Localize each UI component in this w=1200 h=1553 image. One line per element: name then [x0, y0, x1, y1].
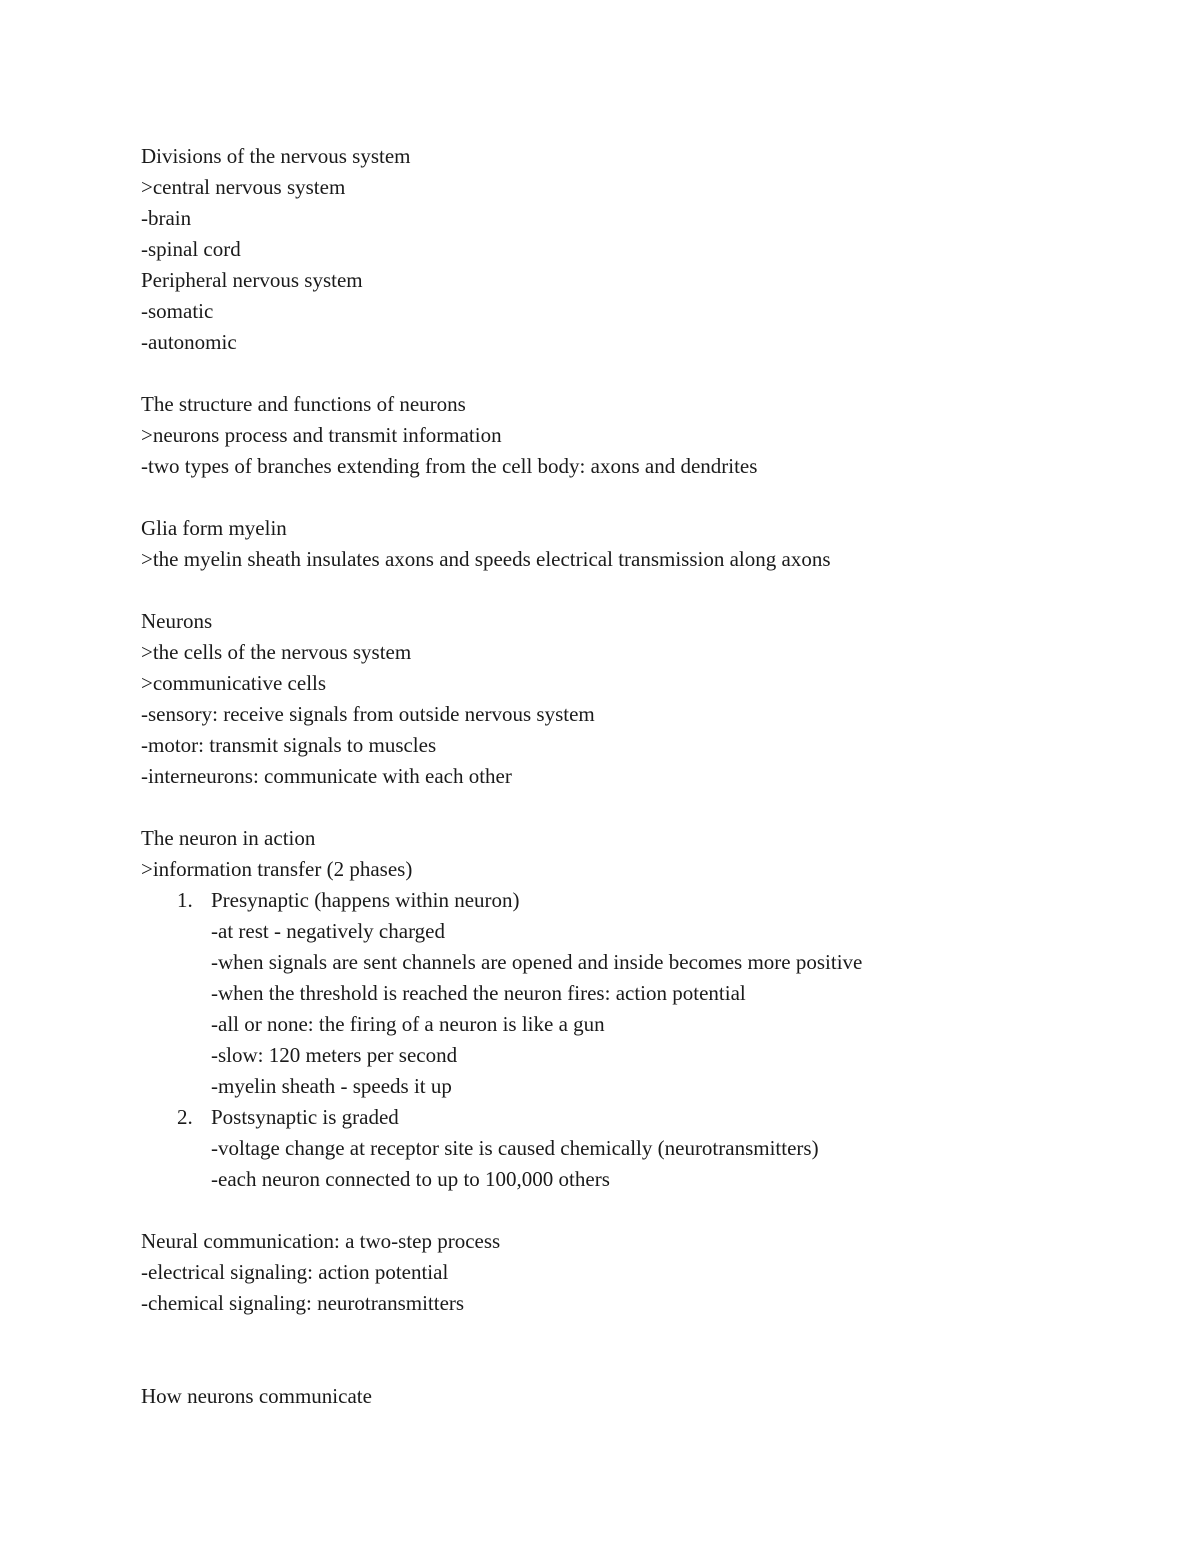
text-line: -two types of branches extending from the cell body: axons and dendrites	[141, 454, 758, 478]
list-sub-line: -when signals are sent channels are opened and inside becomes more positive	[211, 950, 863, 974]
text-line: -brain	[141, 206, 192, 230]
section-how	[141, 1381, 1101, 1412]
text-line: -interneurons: communicate with each other	[141, 764, 512, 788]
text-line: Peripheral nervous system	[141, 268, 363, 292]
list-sub-line: -all or none: the firing of a neuron is like a gun	[211, 1012, 605, 1036]
list-sub-line: -at rest - negatively charged	[211, 919, 446, 943]
list-sub-line: -when the threshold is reached the neuron fires: action potential	[211, 981, 746, 1005]
section-neurons	[141, 606, 1101, 792]
section-heading: Glia form myelin	[141, 516, 287, 540]
list-sub-line: -myelin sheath - speeds it up	[211, 1074, 452, 1098]
section-communication	[141, 1226, 1101, 1319]
text-line: -somatic	[141, 299, 214, 323]
paragraph-gap	[141, 358, 1101, 389]
list-item-text: Presynaptic (happens within neuron)	[211, 888, 520, 912]
list-number: 1.	[177, 888, 193, 912]
paragraph-gap	[141, 482, 1101, 513]
text-line: >information transfer (2 phases)	[141, 857, 413, 881]
list-sub-line: -voltage change at receptor site is caused chemically (neurotransmitters)	[211, 1136, 819, 1160]
section-glia	[141, 513, 1101, 575]
section-heading: Neurons	[141, 609, 213, 633]
section-heading: The structure and functions of neurons	[141, 392, 466, 416]
list-item-text: Postsynaptic is graded	[211, 1105, 399, 1129]
section-heading: Divisions of the nervous system	[141, 144, 411, 168]
text-line: -electrical signaling: action potential	[141, 1260, 449, 1284]
section-action	[141, 823, 1101, 1195]
text-line: -motor: transmit signals to muscles	[141, 733, 437, 757]
list-sub-line: -slow: 120 meters per second	[211, 1043, 458, 1067]
list-item	[141, 885, 1101, 916]
section-heading: The neuron in action	[141, 826, 316, 850]
text-line: -sensory: receive signals from outside nervous system	[141, 702, 595, 726]
numbered-list	[141, 885, 1101, 1195]
list-item	[141, 1102, 1101, 1133]
paragraph-gap	[141, 1319, 1101, 1381]
paragraph-gap	[141, 1195, 1101, 1226]
text-line: >the myelin sheath insulates axons and speeds electrical transmission along axons	[141, 547, 831, 571]
list-sub-line: -each neuron connected to up to 100,000 others	[211, 1167, 610, 1191]
section-heading: Neural communication: a two-step process	[141, 1229, 501, 1253]
text-line: >neurons process and transmit information	[141, 423, 502, 447]
text-line: >communicative cells	[141, 671, 327, 695]
text-line: -autonomic	[141, 330, 237, 354]
list-number: 2.	[177, 1105, 193, 1129]
text-line: >central nervous system	[141, 175, 346, 199]
text-line: -spinal cord	[141, 237, 241, 261]
text-line: >the cells of the nervous system	[141, 640, 412, 664]
text-line: -chemical signaling: neurotransmitters	[141, 1291, 465, 1315]
paragraph-gap	[141, 575, 1101, 606]
section-structure	[141, 389, 1101, 482]
paragraph-gap	[141, 792, 1101, 823]
document-body	[141, 141, 1101, 1412]
section-heading: How neurons communicate	[141, 1384, 372, 1408]
section-divisions	[141, 141, 1101, 358]
